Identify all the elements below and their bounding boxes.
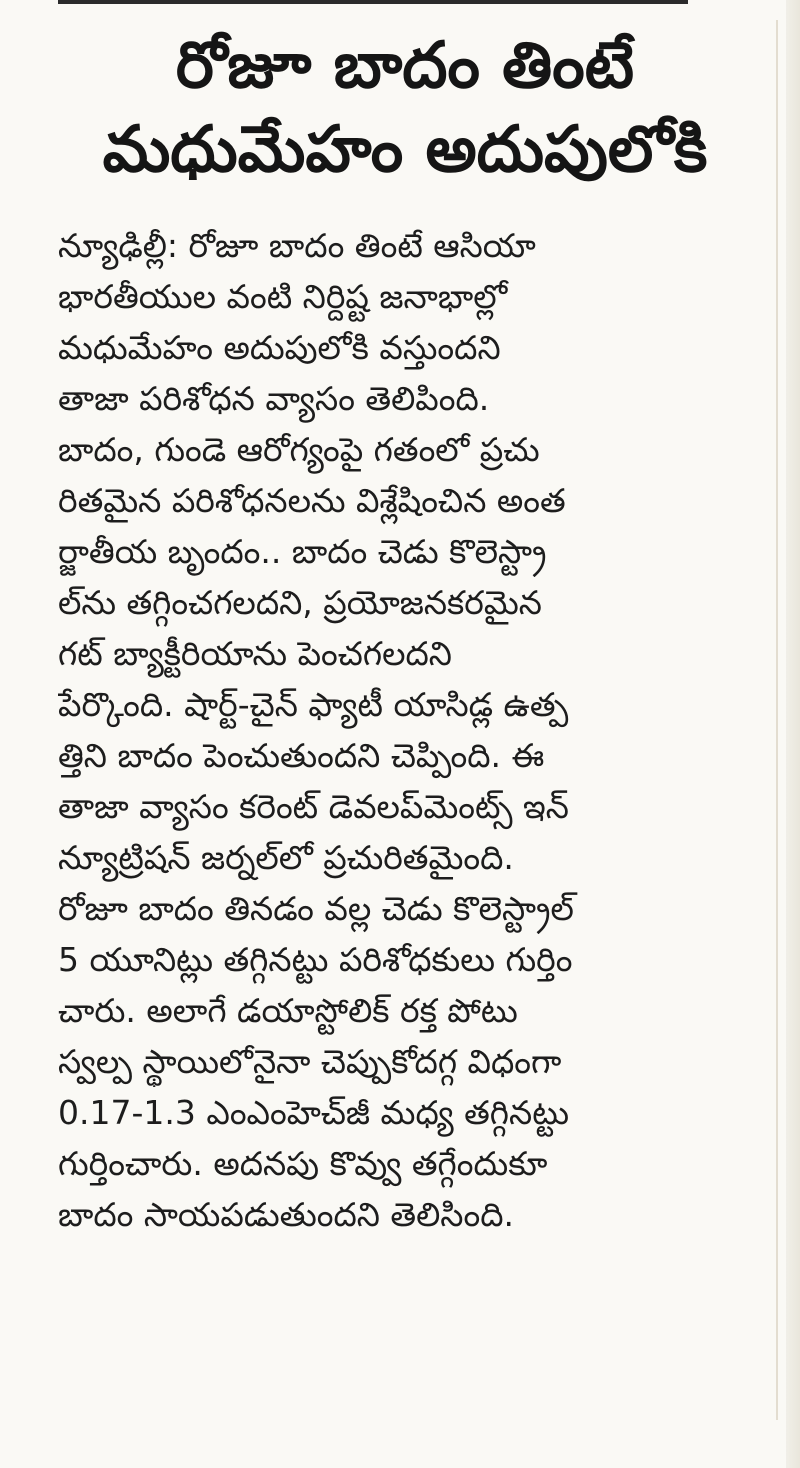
body-line: స్వల్ప స్థాయిలోనైనా చెప్పుకోదగ్గ విధంగా xyxy=(58,1042,562,1081)
body-line: చారు. అలాగే డయాస్టోలిక్ రక్త పోటు xyxy=(58,991,518,1030)
body-line: తాజా పరిశోధన వ్యాసం తెలిపింది. xyxy=(58,379,490,418)
body-line: మధుమేహం అదుపులోకి వస్తుందని xyxy=(58,328,501,367)
headline-line-2: మధుమేహం అదుపులోకి xyxy=(102,113,708,187)
article-body xyxy=(58,220,718,1240)
headline-line-1: రోజూ బాదం తింటే xyxy=(175,29,635,103)
column-divider xyxy=(776,20,778,1420)
body-line: బాదం, గుండె ఆరోగ్యంపై గతంలో ప్రచు xyxy=(58,430,540,469)
top-rule xyxy=(58,0,688,4)
body-line: త్తిని బాదం పెంచుతుందని చెప్పింది. ఈ xyxy=(58,736,545,775)
body-line: రోజూ బాదం తినడం వల్ల చెడు కొలెస్ట్రాల్ xyxy=(58,889,574,928)
body-line: పేర్కొంది. షార్ట్-చైన్ ఫ్యాటీ యాసిడ్ల ఉత్ప xyxy=(58,685,569,724)
body-line: న్యూట్రిషన్ జర్నల్‌లో ప్రచురితమైంది. xyxy=(58,838,514,877)
body-line: గట్ బ్యాక్టీరియాను పెంచగలదని xyxy=(58,634,452,673)
body-line: బాదం సాయపడుతుందని తెలిసింది. xyxy=(58,1195,514,1234)
body-line: రితమైన పరిశోధనలను విశ్లేషించిన అంత xyxy=(58,481,566,520)
body-line: 0.17-1.3 ఎంఎంహెచ్‌జీ మధ్య తగ్గినట్టు xyxy=(58,1093,570,1132)
body-line: న్యూఢిల్లీ: రోజూ బాదం తింటే ఆసియా xyxy=(58,226,536,265)
body-line: 5 యూనిట్లు తగ్గినట్టు పరిశోధకులు గుర్తిం xyxy=(58,940,573,979)
article-headline xyxy=(40,24,770,192)
body-line: తాజా వ్యాసం కరెంట్ డెవలప్‌మెంట్స్ ఇన్ xyxy=(58,787,569,826)
body-line: గుర్తించారు. అదనపు కొవ్వు తగ్గేందుకూ xyxy=(58,1144,548,1183)
body-line: ల్‌ను తగ్గించగలదని, ప్రయోజనకరమైన xyxy=(58,583,542,622)
page-edge xyxy=(786,0,800,1468)
body-line: భారతీయుల వంటి నిర్దిష్ట జనాభాల్లో xyxy=(58,277,508,316)
body-line: ర్జాతీయ బృందం.. బాదం చెడు కొలెస్ట్రా xyxy=(58,532,547,571)
